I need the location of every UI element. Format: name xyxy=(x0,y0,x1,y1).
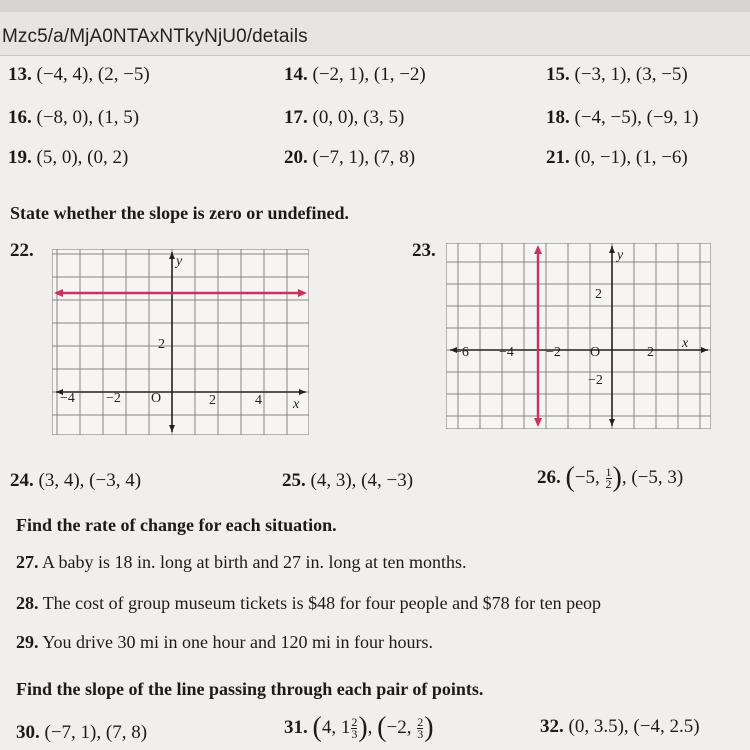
y-axis-label: y xyxy=(176,254,183,269)
browser-tab-strip xyxy=(0,0,750,12)
problem-31: 31. (4, 1 $\frac{2}{3}$ ), (−2, $\frac{2}{3}$ ) xyxy=(284,712,434,743)
problem-24: 24. (3, 4), (−3, 4) xyxy=(10,470,142,491)
origin-label: O xyxy=(151,391,162,406)
x-tick-label: −6 xyxy=(454,345,469,360)
problem-number-22: 22. xyxy=(10,240,34,261)
graph-23 xyxy=(446,243,711,429)
problem-16: 16. (−8, 0), (1, 5) xyxy=(8,107,140,128)
url-text[interactable]: Mzc5/a/MjA0NTAxNTkyNjU0/details xyxy=(2,26,308,47)
problem-26: 26. (−5, $\frac{1}{2}$ ), (−5, 3) xyxy=(537,462,684,493)
section-heading-slope-zero-undefined: State whether the slope is zero or undefined. xyxy=(10,203,349,223)
origin-label: O xyxy=(590,345,601,360)
problem-number-23: 23. xyxy=(412,240,436,261)
x-tick-label: −2 xyxy=(546,345,561,360)
fraction-one-half: $\frac{1}{2}$ xyxy=(605,465,612,492)
x-axis-label: x xyxy=(682,336,689,351)
problem-30: 30. (−7, 1), (7, 8) xyxy=(16,722,148,743)
x-tick-label: 2 xyxy=(647,345,654,360)
x-tick-label: 2 xyxy=(209,393,216,408)
problem-28: 28. The cost of group museum tickets is $48 for four people and $78 for ten peop xyxy=(16,593,602,613)
problem-15: 15. (−3, 1), (3, −5) xyxy=(546,64,688,85)
x-tick-label: −4 xyxy=(60,391,75,406)
problem-19: 19. (5, 0), (0, 2) xyxy=(8,147,129,168)
y-axis-label: y xyxy=(617,248,624,263)
browser-url-bar[interactable] xyxy=(0,0,750,56)
section-heading-slope-two-points: Find the slope of the line passing through each pair of points. xyxy=(16,679,484,699)
problem-29: 29. You drive 30 mi in one hour and 120 mi in four hours. xyxy=(16,632,433,652)
problem-32: 32. (0, 3.5), (−4, 2.5) xyxy=(540,716,700,737)
problem-13: 13. (−4, 4), (2, −5) xyxy=(8,64,150,85)
y-tick-label: 2 xyxy=(595,287,602,302)
problem-18: 18. (−4, −5), (−9, 1) xyxy=(546,107,699,128)
problem-27: 27. A baby is 18 in. long at birth and 27 in. long at ten months. xyxy=(16,552,467,572)
x-tick-label: 4 xyxy=(255,393,262,408)
x-axis-label: x xyxy=(293,397,300,412)
section-heading-rate-of-change: Find the rate of change for each situation. xyxy=(16,515,337,535)
x-tick-label: −4 xyxy=(499,345,514,360)
problem-25: 25. (4, 3), (4, −3) xyxy=(282,470,414,491)
problem-17: 17. (0, 0), (3, 5) xyxy=(284,107,405,128)
y-tick-label: −2 xyxy=(588,373,603,388)
problem-14: 14. (−2, 1), (1, −2) xyxy=(284,64,426,85)
problem-21: 21. (0, −1), (1, −6) xyxy=(546,147,688,168)
y-tick-label: 2 xyxy=(158,337,165,352)
x-tick-label: −2 xyxy=(106,391,121,406)
graph-22 xyxy=(52,249,309,435)
problem-20: 20. (−7, 1), (7, 8) xyxy=(284,147,416,168)
